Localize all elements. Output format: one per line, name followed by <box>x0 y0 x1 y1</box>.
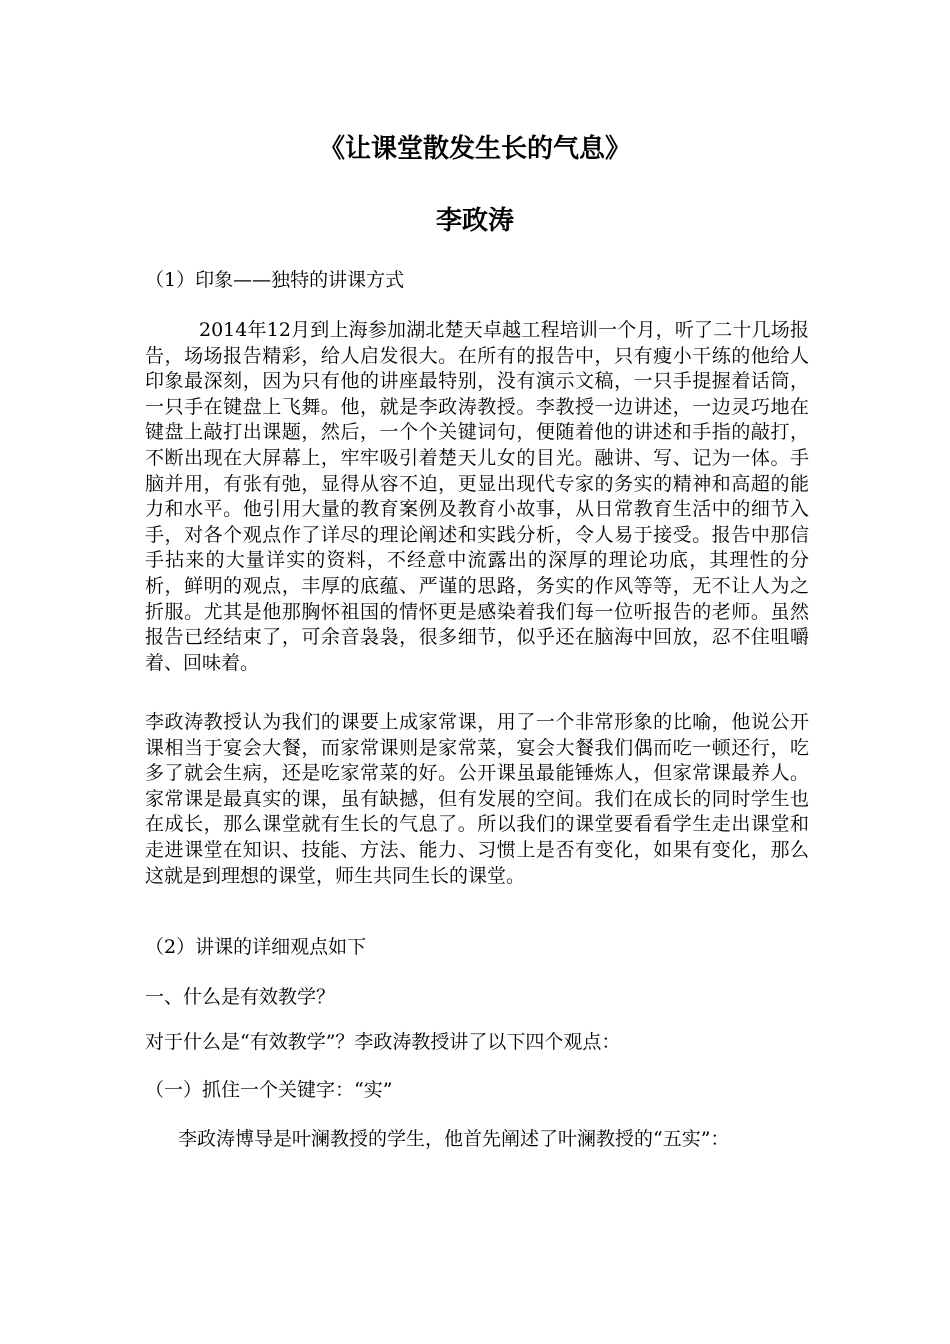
document-title: 《让课堂散发生长的气息》 <box>318 134 631 164</box>
paragraph-impression: 2014年12月到上海参加湖北楚天卓越工程培训一个月，听了二十几场报告，场场报告精彩，给人启发很大。在所有的报告中，只有瘦小干练的他给人印象最深刻，因为只有他的讲座最特别，没有演示文稿，一只手提握着话筒，一只手在键盘上飞舞。他，就是李政涛教授。李教授一边讲述，一边灵巧地在键盘上敲打出课题，然后，一个个关键词句，便随着他的讲述和手指的敲打，不断出现在大屏幕上，牢牢吸引着楚天儿女的目光。融讲、写、记为一体。手脑并用，有张有弛，显得从容不迫，更显出现代专家的务实的精神和高超的能力和水平。他引用大量的教育案例及教育小故事，从日常教育生活中的细节入手，对各个观点作了详尽的理论阐述和实践分析，令人易于接受。报告中那信手拈来的大量详实的资料，不经意中流露出的深厚的理论功底，其理性的分析，鲜明的观点，丰厚的底蕴、严谨的思路，务实的作风等等，无不让人为之折服。尤其是他那胸怀祖国的情怀更是感染着我们每一位听报告的老师。虽然报告已经结束了，可余音袅袅，很多细节，似乎还在脑海中回放，忍不住咀嚼着、回味着。 <box>145 319 809 674</box>
sub1-heading: （一）抓住一个关键字：“实” <box>145 1079 393 1101</box>
point1-intro: 对于什么是“有效教学”？李政涛教授讲了以下四个观点： <box>145 1031 621 1053</box>
document-author: 李政涛 <box>435 206 514 236</box>
paragraph-home-style-lesson: 李政涛教授认为我们的课要上成家常课，用了一个非常形象的比喻，他说公开课相当于宴会大餐，而家常课则是家常菜，宴会大餐我们偶而吃一顿还行，吃多了就会生病，还是吃家常菜的好。公开课虽最能锤炼人，但家常课最养人。家常课是最真实的课，虽有缺撼，但有发展的空间。我们在成长的同时学生也在成长，那么课堂就有生长的气息了。所以我们的课堂要看看学生走出课堂和走进课堂在知识、技能、方法、能力、习惯上是否有变化，如果有变化，那么这就是到理想的课堂，师生共同生长的课堂。 <box>145 711 809 887</box>
sub1-text: 李政涛博导是叶澜教授的学生，他首先阐述了叶澜教授的“五实”： <box>178 1128 730 1150</box>
point1-heading: 一、什么是有效教学？ <box>145 986 336 1008</box>
section2-heading: （2）讲课的详细观点如下 <box>145 936 367 958</box>
section1-heading: （1）印象——独特的讲课方式 <box>145 269 405 291</box>
